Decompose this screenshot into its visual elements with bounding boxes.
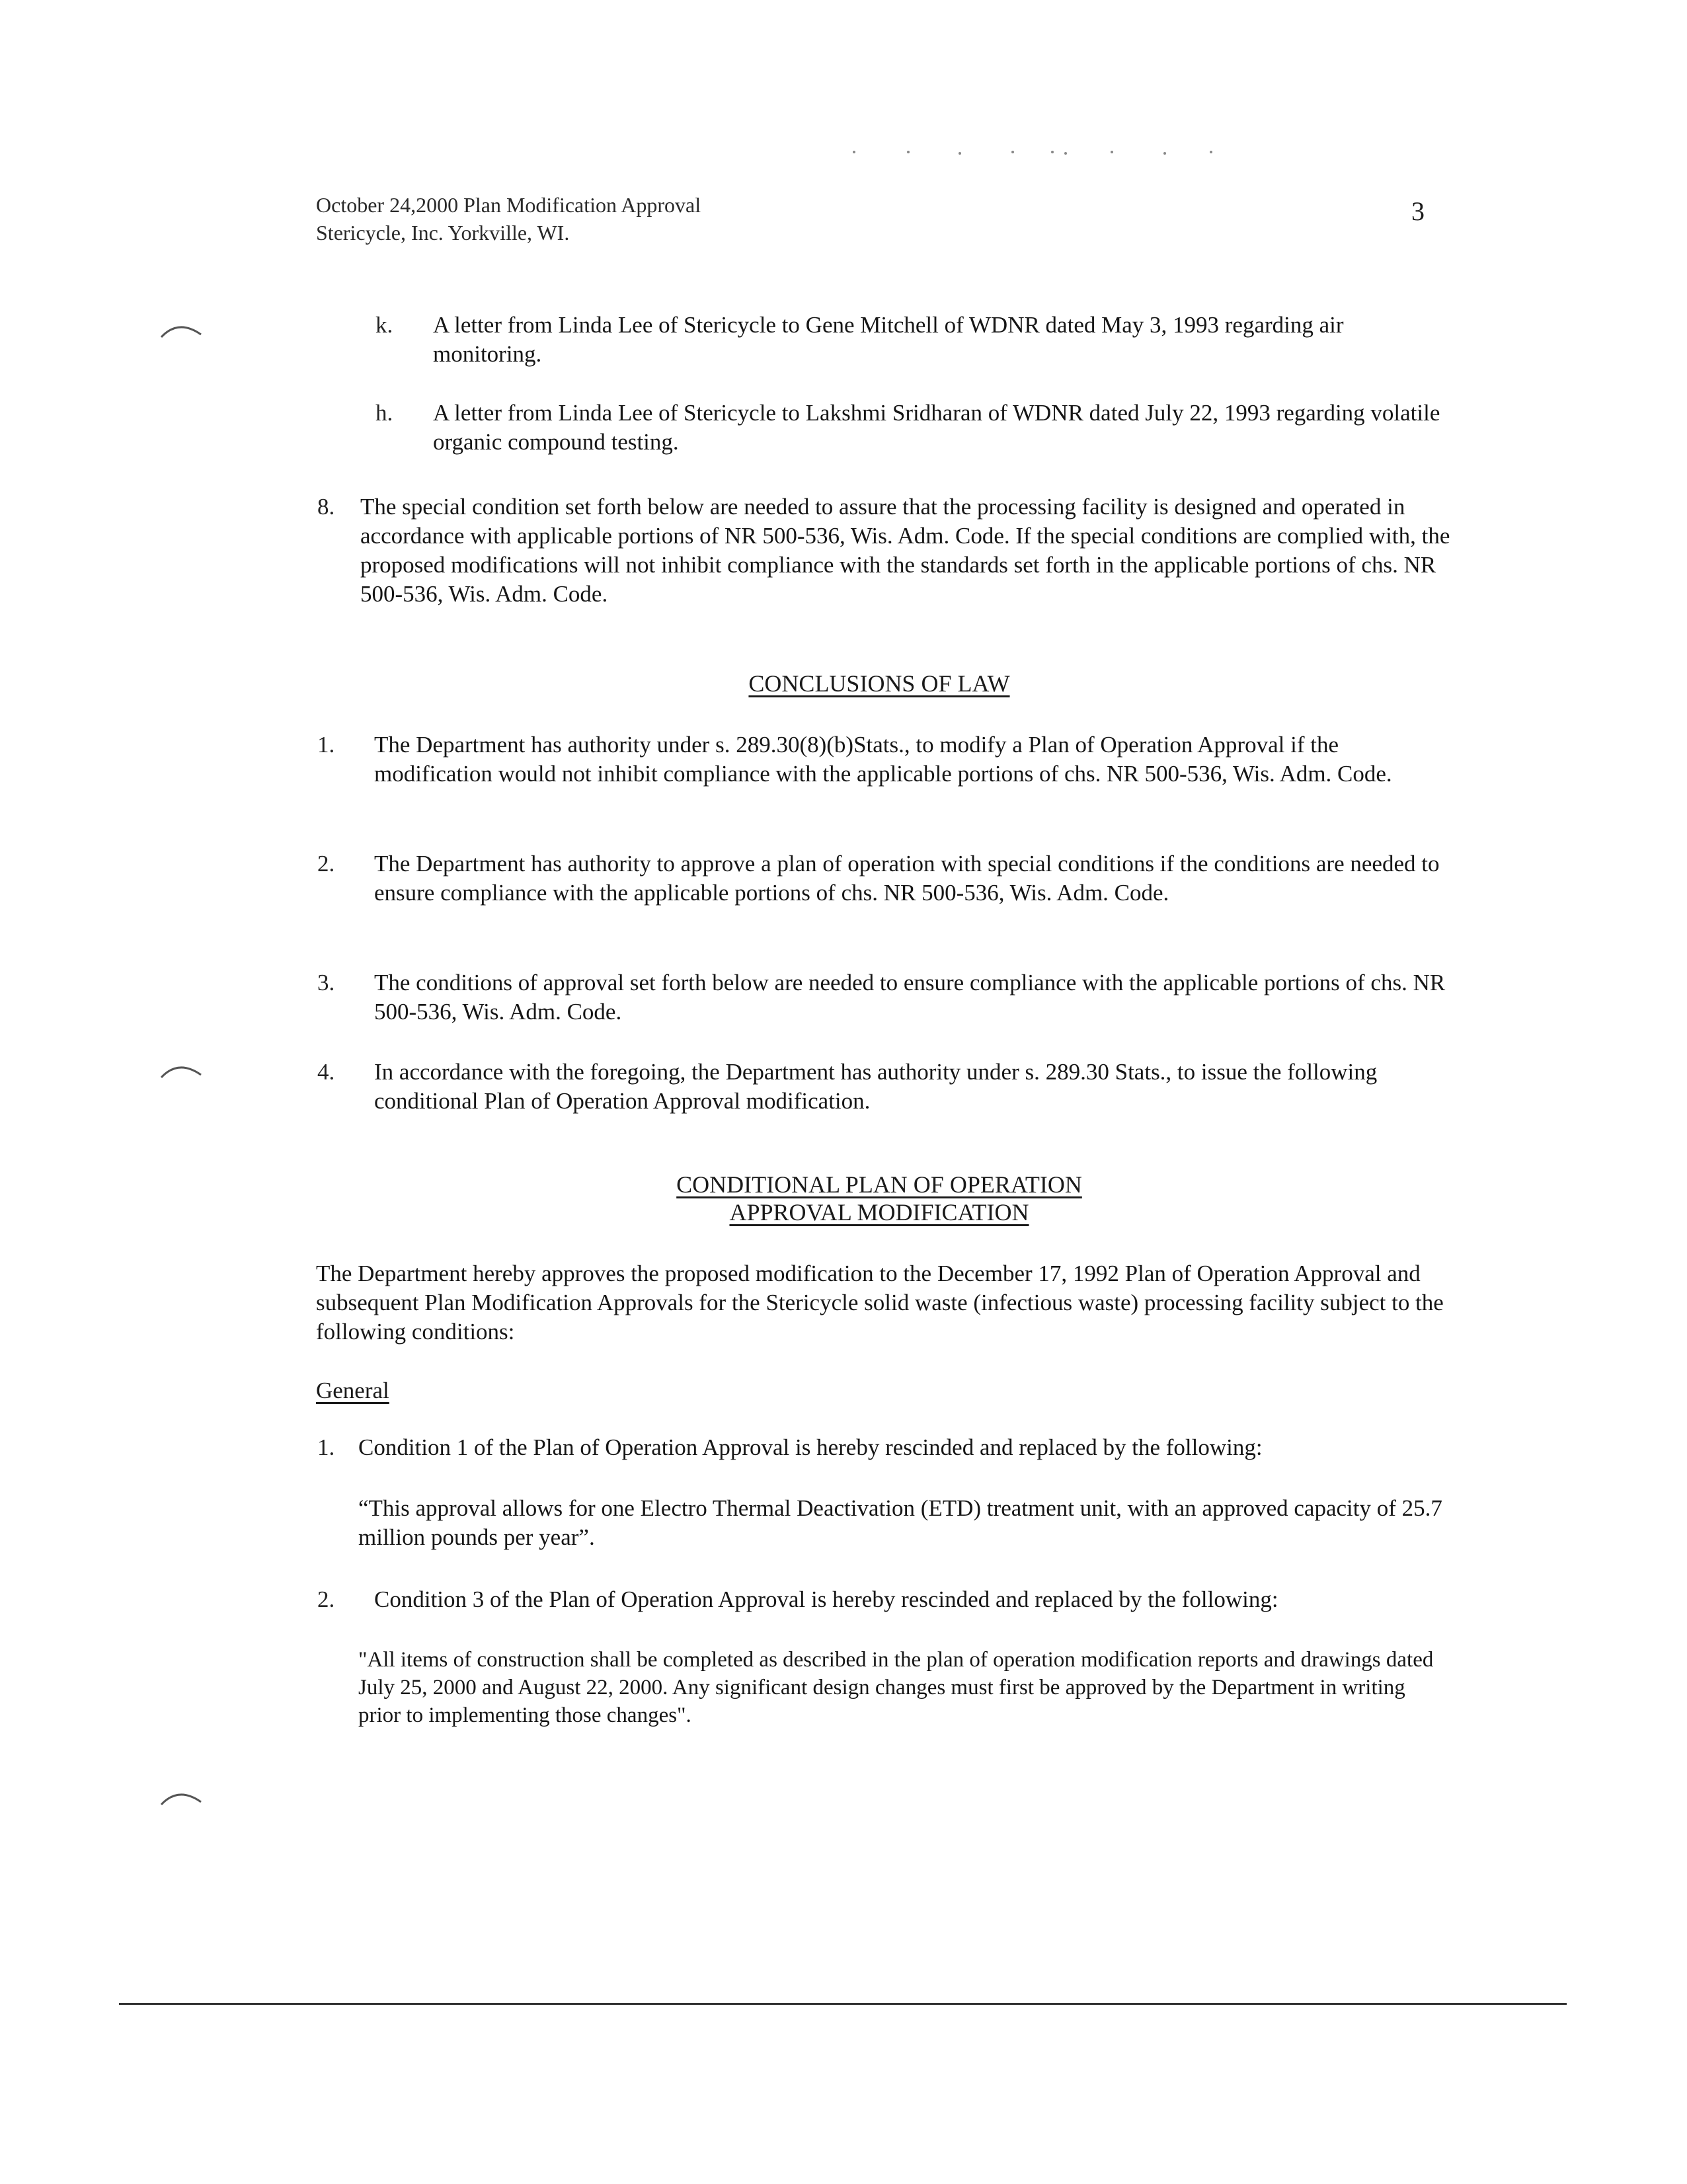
conclusion-1-marker: 1. [317,732,335,758]
scan-speck [853,151,855,153]
item-h-marker: h. [375,400,393,426]
condition-1-text: Condition 1 of the Plan of Operation Approval is hereby rescinded and replaced by the following: [358,1434,1263,1460]
conclusion-3-marker: 3. [317,970,335,995]
scan-speck [907,151,910,153]
header-line-2: Stericycle, Inc. Yorkville, WI. [316,221,570,245]
condition-1-quote: “This approval allows for one Electro Thermal Deactivation (ETD) treatment unit, with an approved capacity of 25.7 million pounds per year”. [358,1495,1442,1550]
conclusion-4-text: In accordance with the foregoing, the Department has authority under s. 289.30 Stats., to issue the following conditional Plan of Operation Approval modification. [374,1059,1378,1114]
item-h-text: A letter from Linda Lee of Stericycle to Lakshmi Sridharan of WDNR dated July 22, 1993 regarding volatile organic compound testing. [433,400,1440,455]
item-8-text: The special condition set forth below are needed to assure that the processing facility is designed and operated in accordance with applicable portions of NR 500-536, Wis. Adm. Code. If the special conditions are complied with, the proposed modifications will not inhibit compliance with the standards set forth in the applicable portions of chs. NR 500-536, Wis. Adm. Code. [360,494,1450,607]
conclusion-1-text: The Department has authority under s. 289.30(8)(b)Stats., to modify a Plan of Operation Approval if the modification would not inhibit compliance with the applicable portions of chs. NR 500-536, Wis. Adm. Code. [374,732,1392,787]
conditional-intro: The Department hereby approves the proposed modification to the December 17, 1992 Plan of Operation Approval and subsequent Plan Modification Approvals for the Stericycle solid waste (infectious waste) processing facility subject to the following conditions: [316,1261,1444,1345]
item-k-marker: k. [375,312,393,338]
condition-2-quote: "All items of construction shall be completed as described in the plan of operation modification reports and drawings dated July 25, 2000 and August 22, 2000. Any significant design changes must first be approved by the Department in writing prior to implementing those changes". [358,1648,1434,1727]
conclusion-2-marker: 2. [317,851,335,877]
condition-1-marker: 1. [317,1434,335,1460]
item-8-marker: 8. [317,494,335,520]
conditional-heading-line-1: CONDITIONAL PLAN OF OPERATION [676,1171,1082,1198]
punch-mark-icon [159,1785,205,1811]
scan-speck [1011,151,1014,153]
condition-2-text: Condition 3 of the Plan of Operation Approval is hereby rescinded and replaced by the following: [374,1586,1278,1612]
page-number: 3 [1411,196,1425,226]
scan-speck [959,152,961,155]
conclusions-heading: CONCLUSIONS OF LAW [748,670,1010,697]
scan-speck [1064,152,1067,155]
item-k-text: A letter from Linda Lee of Stericycle to Gene Mitchell of WDNR dated May 3, 1993 regarding air monitoring. [433,312,1344,367]
conclusion-4-marker: 4. [317,1059,335,1085]
conclusion-2-text: The Department has authority to approve a plan of operation with special conditions if the conditions are needed to ensure compliance with the applicable portions of chs. NR 500-536, Wis. Adm. Code. [374,851,1440,906]
scan-speck [1210,151,1212,153]
header-line-1: October 24,2000 Plan Modification Approval [316,193,701,217]
scan-speck [1111,151,1113,153]
punch-mark-icon [159,317,205,344]
conditional-heading-line-2: APPROVAL MODIFICATION [729,1199,1029,1226]
punch-mark-icon [159,1058,205,1084]
conclusion-3-text: The conditions of approval set forth below are needed to ensure compliance with the applicable portions of chs. NR 500-536, Wis. Adm. Code. [374,970,1446,1025]
general-label: General [316,1378,389,1403]
footer-rule [119,2003,1567,2005]
condition-2-marker: 2. [317,1586,335,1612]
scan-speck [1051,151,1054,153]
scan-speck [1163,152,1166,155]
